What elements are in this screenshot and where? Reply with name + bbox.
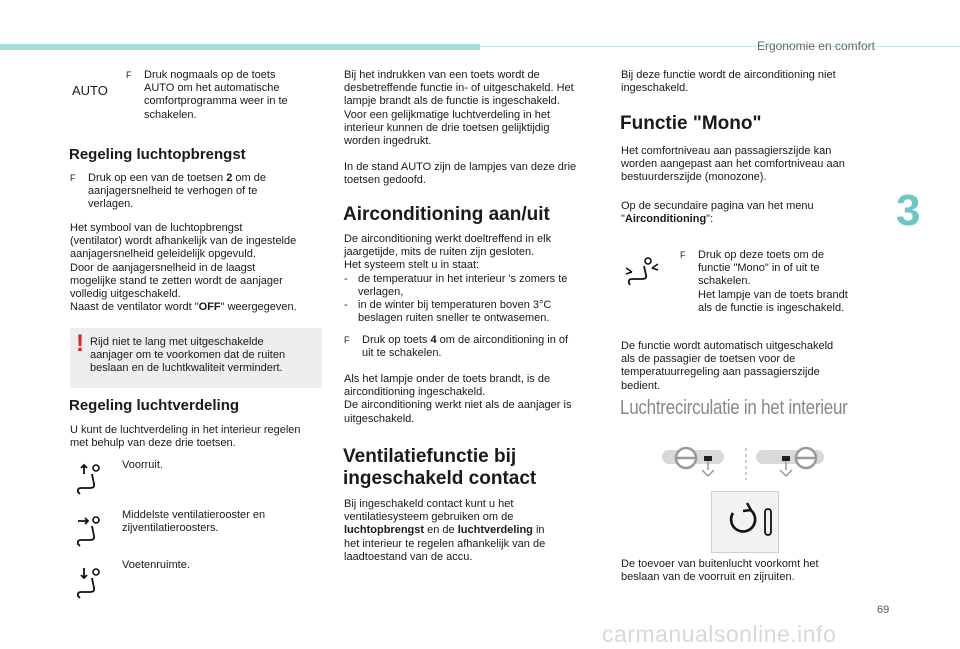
auto-label: AUTO (72, 83, 108, 98)
warning-icon: ! (76, 330, 84, 357)
luchtopbrengst-paragraph: Het symbool van de luchtopbrengst (ventilator) wordt afhankelijk van de ingestelde aanjagersnelheid geleidelijk opgevuld. Door de aanjagersnelheid in de laagst mogelijke stand te zetten wordt de aanjager volledig uitgeschakeld. Naast de ventilator wordt "OFF" weergegeven. (70, 222, 297, 314)
bullet-icon: F (70, 173, 76, 183)
heading-recirculatie: Luchtrecirculatie in het interieur (620, 397, 848, 419)
auto-instruction: F Druk nogmaals op de toets AUTO om het automatische comfortprogramma weer in te schakelen. (126, 69, 288, 121)
face-vent-airflow-icon (74, 514, 108, 548)
heading-luchtverdeling: Regeling luchtverdeling (69, 397, 240, 414)
airco-niet-paragraph: Bij deze functie wordt de airconditioning niet ingeschakeld. (621, 69, 836, 95)
bullet-icon: F (344, 335, 350, 345)
header-accent-bar (0, 44, 480, 50)
luchtverdeling-paragraph: U kunt de luchtverdeling in het interieur regelen met behulp van deze drie toetsen. (70, 424, 301, 450)
watermark: carmanualsonline.info (602, 621, 837, 647)
luchtopbrengst-instruction: F Druk op een van de toetsen 2 om de aanjagersnelheid te verhogen of te verlagen. (70, 172, 266, 211)
airco-paragraph: De airconditioning werkt doeltreffend in elk jaargetijde, mits de ruiten zijn gesloten. Het systeem stelt u in staat: - de temperatuur in het interieur 's zomers te verlagen, - in de winter bij temperaturen boven 3°C beslagen ruiten sneller te ontwasemen. (344, 233, 568, 325)
auto-lampjes-paragraph: In de stand AUTO zijn de lampjes van deze drie toetsen gedoofd. (344, 161, 577, 187)
chapter-number: 3 (896, 186, 921, 235)
heading-ventilatiefunctie: Ventilatiefunctie bij ingeschakeld contact (343, 446, 537, 489)
heading-luchtopbrengst: Regeling luchtopbrengst (69, 146, 246, 163)
toets-paragraph: Bij het indrukken van een toets wordt de desbetreffende functie in- of uitgeschakeld. Het lampje brandt als de functie is ingeschakeld. Voor een gelijkmatige luchtverdeling in het interieur kunnen de drie toetsen gelijktijdig worden ingedrukt. (344, 69, 574, 148)
heading-mono: Functie "Mono" (620, 113, 762, 134)
bullet-icon: F (680, 250, 686, 260)
mono-auto-paragraph: De functie wordt automatisch uitgeschakeld als de passagier de toetsen voor de temperatuurregeling aan passagierszijde bedient. (621, 340, 834, 392)
label-voorruit: Voorruit. (122, 459, 163, 471)
mono-instruction: F Druk op deze toets om de functie "Mono" in of uit te schakelen. Het lampje van de toets brandt als de functie is ingeschakeld. (680, 249, 848, 314)
mono-seat-icon (622, 256, 662, 286)
dashboard-illustration (662, 444, 830, 484)
airco-instruction: F Druk op toets 4 om de airconditioning in of uit te schakelen. (344, 334, 569, 360)
bullet-icon: F (126, 70, 132, 80)
recirculatie-paragraph: De toevoer van buitenlucht voorkomt het beslaan van de voorruit en zijruiten. (621, 558, 819, 584)
section-title: Ergonomie en comfort (756, 39, 875, 53)
header-rule (480, 46, 960, 47)
label-middelste: Middelste ventilatierooster en zijventilatieroosters. (122, 509, 266, 535)
ventilatie-paragraph: Bij ingeschakeld contact kunt u het ventilatiesysteem gebruiken om de luchtopbrengst en de luchtverdeling in het interieur te regelen afhankelijk van de laadtoestand van de accu. (344, 498, 546, 563)
label-voetenruimte: Voetenruimte. (122, 559, 190, 571)
menu-paragraph: Op de secundaire pagina van het menu "Airconditioning": (621, 200, 814, 226)
mono-paragraph: Het comfortniveau aan passagierszijde kan worden aangepast aan het comfortniveau aan bestuurderszijde (monozone). (621, 145, 845, 184)
footwell-airflow-icon (74, 566, 108, 600)
windscreen-airflow-icon (74, 462, 108, 496)
heading-airconditioning: Airconditioning aan/uit (343, 204, 550, 225)
page-number: 69 (877, 604, 890, 616)
airco-lampje-paragraph: Als het lampje onder de toets brandt, is de airconditioning ingeschakeld. De airconditioning werkt niet als de aanjager is uitgeschakeld. (344, 373, 572, 425)
recirculation-button-icon (711, 491, 779, 553)
warning-text: Rijd niet te lang met uitgeschakelde aanjager om te voorkomen dat de ruiten beslaan en de luchtkwaliteit vermindert. (90, 336, 286, 375)
